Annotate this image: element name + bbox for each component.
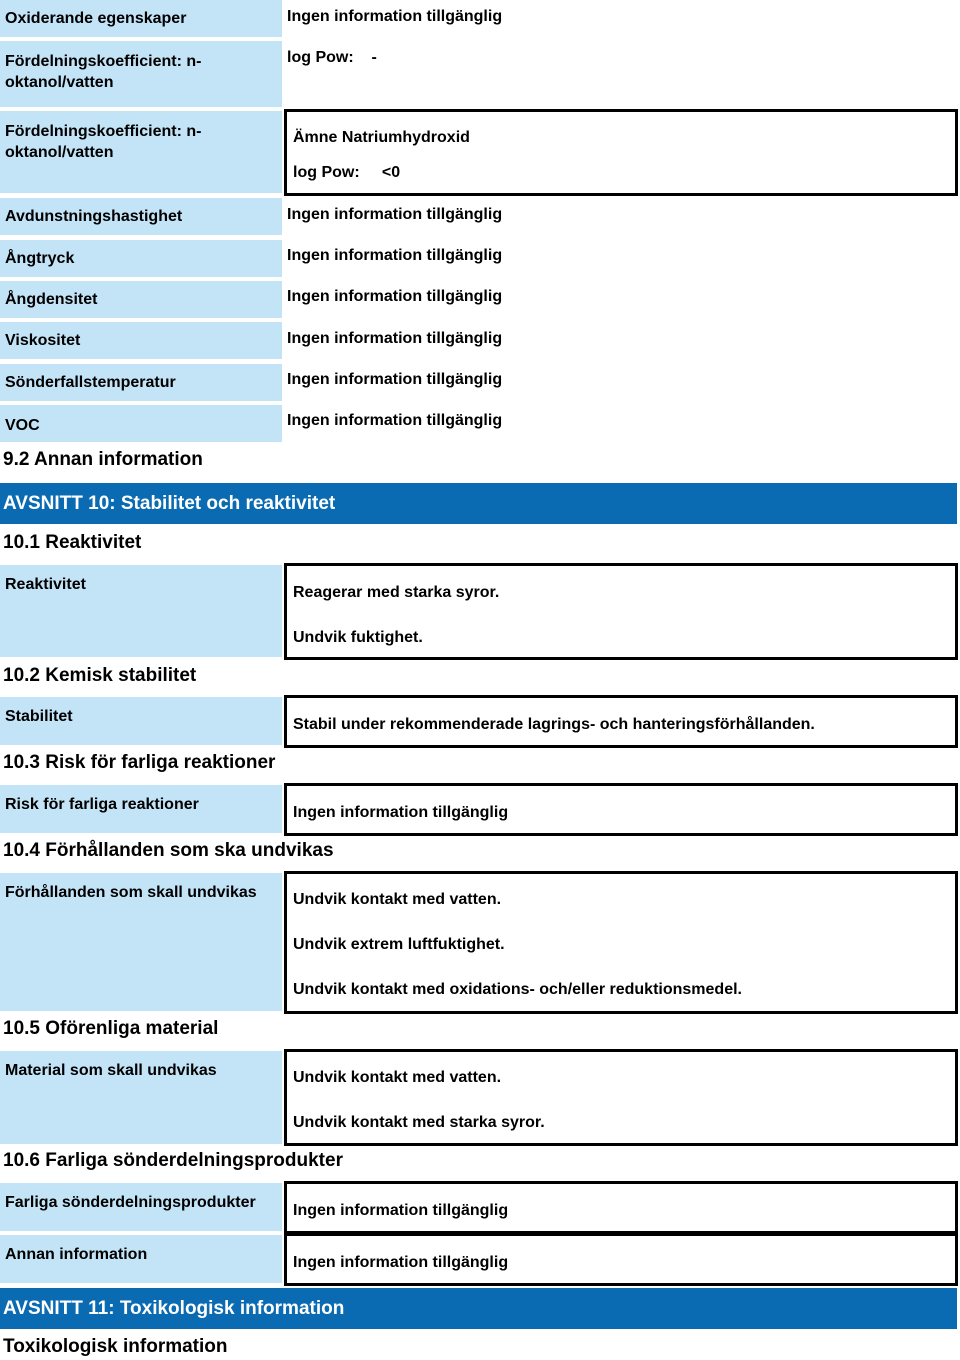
stability-box [284,695,958,748]
label-hazardous-reactions: Risk för farliga reaktioner [0,785,282,833]
label-oxidizing-properties: Oxiderande egenskaper [0,0,282,37]
label-decomposition-products: Farliga sönderdelningsprodukter [0,1183,282,1231]
other-information-box [284,1233,958,1286]
subsection-10-5-title: 10.5 Oförenliga material [3,1018,219,1039]
hazardous-reactions-line-1: Ingen information tillgänglig [293,804,509,821]
partition-logpow-line: log Pow: <0 [293,164,401,181]
stability-line-1: Stabil under rekommenderade lagrings- och hanteringsförhållanden. [293,716,815,733]
label-evaporation-rate: Avdunstningshastighet [0,198,282,235]
subsection-10-2-title: 10.2 Kemisk stabilitet [3,665,197,686]
section-11-header: AVSNITT 11: Toxikologisk information [0,1288,957,1329]
label-stability: Stabilitet [0,697,282,745]
conditions-line-2: Undvik extrem luftfuktighet. [293,936,505,953]
subsection-9-2-title: 9.2 Annan information [3,449,203,470]
value-voc: Ingen information tillgänglig [287,412,503,429]
value-partition-coefficient: log Pow: - [287,49,377,66]
subsection-10-1-title: 10.1 Reaktivitet [3,532,142,553]
label-conditions-to-avoid: Förhållanden som skall undvikas [0,873,282,1011]
label-partition-coefficient-substance: Fördelningskoefficient: n-oktanol/vatten [0,111,282,193]
incompatible-line-2: Undvik kontakt med starka syror. [293,1114,545,1131]
label-viscosity: Viskositet [0,322,282,359]
hazardous-reactions-box [284,783,958,836]
subsection-10-3-title: 10.3 Risk för farliga reaktioner [3,752,276,773]
label-decomposition-temperature: Sönderfallstemperatur [0,364,282,401]
partition-coefficient-box [284,109,958,196]
label-vapour-density: Ångdensitet [0,281,282,318]
label-voc: VOC [0,405,282,442]
section-10-header: AVSNITT 10: Stabilitet och reaktivitet [0,483,957,524]
value-vapour-pressure: Ingen information tillgänglig [287,247,503,264]
value-evaporation-rate: Ingen information tillgänglig [287,206,503,223]
value-decomposition-temperature: Ingen information tillgänglig [287,371,503,388]
value-oxidizing-properties: Ingen information tillgänglig [287,8,503,25]
reactivity-box [284,563,958,660]
conditions-line-1: Undvik kontakt med vatten. [293,891,502,908]
label-other-information: Annan information [0,1235,282,1283]
value-vapour-density: Ingen information tillgänglig [287,288,503,305]
label-incompatible-materials: Material som skall undvikas [0,1051,282,1144]
section-11-subtitle: Toxikologisk information [3,1336,228,1357]
decomposition-products-line-1: Ingen information tillgänglig [293,1202,509,1219]
decomposition-products-box [284,1181,958,1234]
label-partition-coefficient: Fördelningskoefficient: n-oktanol/vatten [0,41,282,107]
incompatible-line-1: Undvik kontakt med vatten. [293,1069,502,1086]
subsection-10-6-title: 10.6 Farliga sönderdelningsprodukter [3,1150,343,1171]
label-vapour-pressure: Ångtryck [0,240,282,277]
label-reactivity: Reaktivitet [0,565,282,657]
subsection-10-4-title: 10.4 Förhållanden som ska undvikas [3,840,334,861]
incompatible-materials-box [284,1049,958,1146]
reactivity-line-2: Undvik fuktighet. [293,629,423,646]
reactivity-line-1: Reagerar med starka syror. [293,584,500,601]
other-information-line-1: Ingen information tillgänglig [293,1254,509,1271]
value-viscosity: Ingen information tillgänglig [287,330,503,347]
conditions-to-avoid-box [284,871,958,1014]
conditions-line-3: Undvik kontakt med oxidations- och/eller reduktionsmedel. [293,981,742,998]
partition-substance-line: Ämne Natriumhydroxid [293,129,470,146]
